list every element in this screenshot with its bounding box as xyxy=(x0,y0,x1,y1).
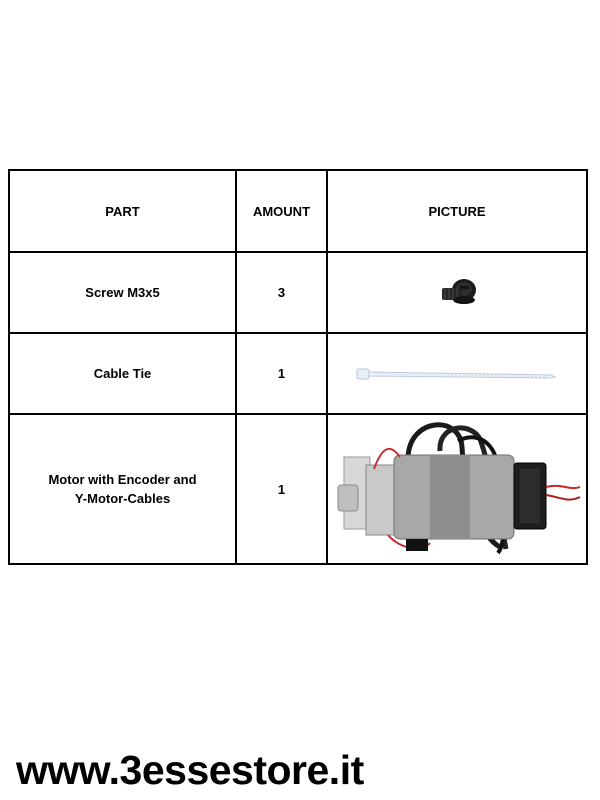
table-row xyxy=(9,414,587,564)
table-row xyxy=(9,252,587,333)
header-amount: AMOUNT xyxy=(236,170,327,252)
part-name xyxy=(9,414,236,564)
cable-tie-photo xyxy=(355,364,559,384)
header-part: PART xyxy=(9,170,236,252)
part-amount: 3 xyxy=(236,252,327,333)
part-amount: 1 xyxy=(236,414,327,564)
header-picture: PICTURE xyxy=(327,170,587,252)
parts-table xyxy=(8,169,588,565)
part-picture xyxy=(327,252,587,333)
table-row xyxy=(9,333,587,414)
screw-photo xyxy=(434,276,480,310)
part-name: Screw M3x5 xyxy=(9,252,236,333)
part-name-line1: Motor with Encoder and xyxy=(48,472,197,487)
motor-photo xyxy=(330,417,584,561)
table-header-row xyxy=(9,170,587,252)
part-amount: 1 xyxy=(236,333,327,414)
part-picture xyxy=(327,414,587,564)
part-picture xyxy=(327,333,587,414)
part-name-line2: Y-Motor-Cables xyxy=(74,491,171,506)
website-url: www.3essestore.it xyxy=(16,747,364,793)
part-name: Cable Tie xyxy=(9,333,236,414)
